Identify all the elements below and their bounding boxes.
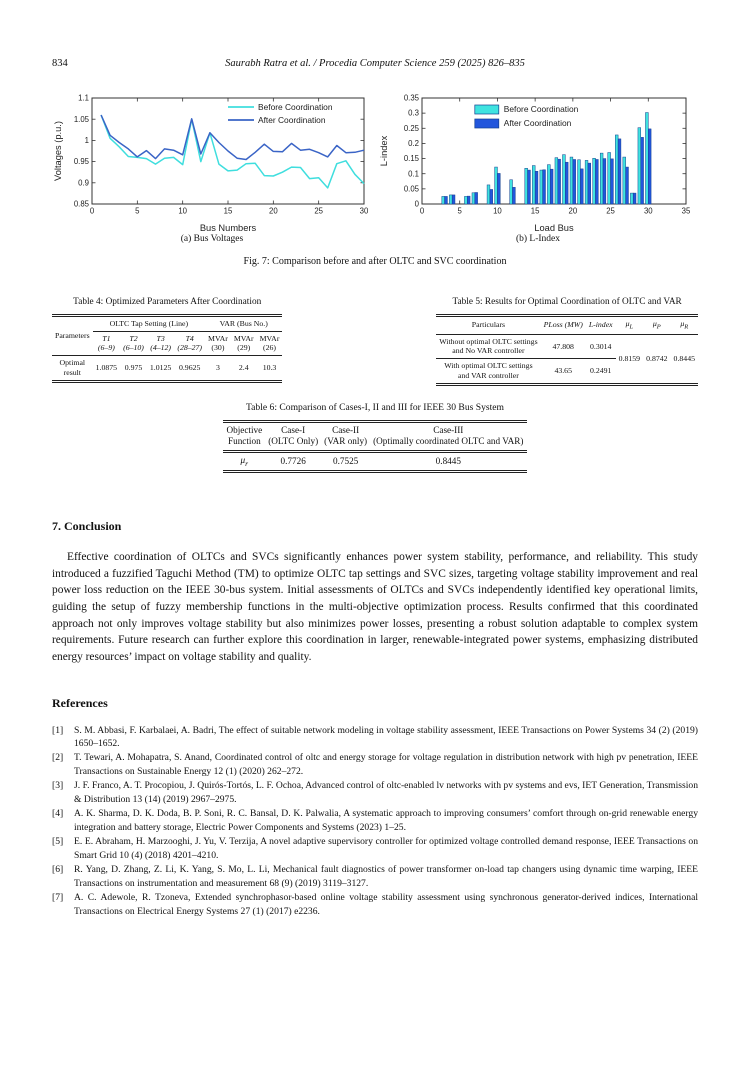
t4-col-t1: T1 (6–9) xyxy=(97,333,115,353)
t5-h-ploss: PLoss (MW) xyxy=(543,320,583,330)
t5-mu-r-value: 0.8445 xyxy=(671,334,698,384)
bus-voltages-chart-wrap xyxy=(52,91,372,244)
bus-voltages-line-chart xyxy=(52,91,372,233)
svg-text:0.3: 0.3 xyxy=(408,108,419,118)
t6-h-case3: Case-III (Optimally coordinated OLTC and VAR) xyxy=(373,424,524,447)
table-6-title: Table 6: Comparison of Cases-I, II and III for IEEE 30 Bus System xyxy=(245,401,505,413)
svg-text:1.05: 1.05 xyxy=(73,114,89,124)
svg-text:After Coordination: After Coordination xyxy=(258,114,326,125)
reference-item xyxy=(52,835,698,861)
t4-value: 1.0875 xyxy=(93,356,120,381)
t6-row-label: $\mu_r$ xyxy=(223,451,265,471)
ref-marker: [2] xyxy=(52,752,64,764)
conclusion-heading: 7. Conclusion xyxy=(52,519,122,534)
t4-col-mvar30: MVAr (30) xyxy=(208,333,228,353)
t6-h-objective: Objective Function xyxy=(226,424,263,447)
conclusion-paragraph: Effective coordination of OLTCs and SVCs significantly enhances power system stability, performance, and reliability. This study introduced a fuzzified Taguchi Method (TM) to optimize OLTC tap settings and SVC sizes, targeting voltage stability improvement and real power loss reduction on the IEEE 30-bus system. Initial assessments of OLTCs and SVCs independently identified key operational limits, guiding the setup of fuzzy membership functions in the multi-objective optimization process. Results confirmed that this coordinated approach not only improves voltage stability but also minimizes power losses, presenting a robust solution adaptable to complex system requirements. Future research can further explore this coordination in larger, renewable-integrated power systems, emphasizing distributed energy resources’ impact on voltage stability and quality. xyxy=(52,551,698,663)
svg-text:0: 0 xyxy=(419,206,425,216)
t4-value: 0.975 xyxy=(120,356,147,381)
ref-marker: [4] xyxy=(52,808,64,820)
svg-text:1.1: 1.1 xyxy=(78,93,89,103)
t4-col-t2: T2 (6–10) xyxy=(123,333,144,353)
page-number: 834 xyxy=(52,58,68,69)
t4-col-mvar26: MVAr (26) xyxy=(259,333,280,353)
svg-text:0.15: 0.15 xyxy=(403,154,419,164)
subcaption-b: (b) L-Index xyxy=(515,234,561,244)
svg-text:25: 25 xyxy=(314,206,324,216)
svg-text:0.9: 0.9 xyxy=(78,178,89,188)
ref-text: S. M. Abbasi, F. Karbalaei, A. Badri, The effect of suitable network modeling in voltage stability assessment, IEEE Transactions on Power Systems 34 (2) (2019) 1650–1652. xyxy=(74,724,698,749)
t4-col-mvar29: MVAr (29) xyxy=(233,333,254,353)
reference-item xyxy=(52,863,698,889)
t5-h-mu-l: $\mu_L$ xyxy=(625,319,634,331)
subcaption-a: (a) Bus Voltages xyxy=(180,234,244,244)
svg-text:Load Bus: Load Bus xyxy=(534,223,574,233)
t6-value-case2: 0.7525 xyxy=(321,451,370,471)
svg-text:0.25: 0.25 xyxy=(403,123,419,133)
svg-text:0: 0 xyxy=(414,199,419,209)
t4-value: 1.0125 xyxy=(147,356,174,381)
ref-text: A. K. Sharma, D. K. Doda, B. P. Soni, R. C. Bansal, D. K. Palwalia, A systematic approach to improving consumers’ comfort through on-grid renewable energy integration and battery storage, Electric Power Components and Systems (2023) 1–25. xyxy=(74,808,698,833)
svg-text:Bus Numbers: Bus Numbers xyxy=(199,223,257,233)
table-5-title: Table 5: Results for Optimal Coordination of OLTC and VAR xyxy=(452,297,682,307)
svg-text:0: 0 xyxy=(89,206,95,216)
t4-value: 0.9625 xyxy=(174,356,205,381)
ref-text: R. Yang, D. Zhang, Z. Li, K. Yang, S. Mo, L. Li, Mechanical fault diagnostics of power transformer on-load tap changers using dynamic time warping, IEEE Transactions on instrumentation and measurement 68 (9) (2019) 3119–3127. xyxy=(74,864,698,889)
reference-item xyxy=(52,807,698,833)
t5-row2-particulars: With optimal OLTC settings and VAR controller xyxy=(444,361,533,380)
ref-marker: [7] xyxy=(52,892,64,904)
t4-param-header: Parameters xyxy=(55,331,90,341)
svg-text:Voltages (p.u.): Voltages (p.u.) xyxy=(53,121,63,181)
t4-group-var: VAR (Bus No.) xyxy=(205,316,282,332)
ref-text: J. F. Franco, A. T. Procopiou, J. Quirós-Tortós, L. F. Ochoa, Advanced control of oltc-enabled lv networks with pv systems and evs, IET Generation, Transmission & Distribution 13 (14) (2019) 2967–2975. xyxy=(74,780,698,805)
svg-text:0.2: 0.2 xyxy=(408,139,419,149)
svg-text:30: 30 xyxy=(643,206,653,216)
t4-value: 3 xyxy=(205,356,231,381)
t5-h-mu-p: $\mu_P$ xyxy=(652,319,661,331)
reference-item xyxy=(52,779,698,805)
svg-text:0.1: 0.1 xyxy=(408,169,419,179)
t5-mu-p-value: 0.8742 xyxy=(643,334,670,384)
t6-h-case1: Case-I (OLTC Only) xyxy=(268,424,319,447)
tables-row xyxy=(52,297,698,386)
ref-text: A. C. Adewole, R. Tzoneva, Extended synchrophasor-based online voltage stability assessment using synchronous generator-derived indices, International Transactions on Electrical Energy Systems 27 (1) (2017) e2236. xyxy=(74,892,698,917)
reference-list xyxy=(52,724,698,918)
t5-h-mu-r: $\mu_R$ xyxy=(680,319,689,331)
ref-text: T. Tewari, A. Mohapatra, S. Anand, Coordinated control of oltc and energy storage for voltage regulation in distribution network with high pv penetration, IEEE Transactions on Sustainable Energy 12 (1) (2020) 262–272. xyxy=(74,752,698,777)
ref-text: E. E. Abraham, H. Marzooghi, J. Yu, V. Terzija, A novel adaptive supervisory controller for optimized voltage controlled demand response, IEEE Transactions on Smart Grid 10 (4) (2018) 4201–4210. xyxy=(74,836,698,861)
table-5 xyxy=(436,314,698,386)
l-index-bar-chart xyxy=(378,91,698,233)
svg-text:Before Coordination: Before Coordination xyxy=(258,101,333,112)
ref-marker: [1] xyxy=(52,724,64,736)
t5-row2-ploss: 43.65 xyxy=(554,366,572,375)
figure-7 xyxy=(52,91,698,244)
table-6-block xyxy=(52,402,698,473)
t4-col-t3: T3 (4–12) xyxy=(150,333,172,353)
ref-marker: [5] xyxy=(52,836,64,848)
t5-row1-ploss: 47.808 xyxy=(541,334,586,358)
figure-caption: Fig. 7: Comparison before and after OLTC and SVC coordination xyxy=(243,256,507,267)
reference-item xyxy=(52,891,698,917)
svg-text:0.35: 0.35 xyxy=(403,93,419,103)
svg-text:0.85: 0.85 xyxy=(73,199,89,209)
svg-text:5: 5 xyxy=(135,206,140,216)
t4-value: 10.3 xyxy=(257,356,283,381)
t5-row1-lindex: 0.3014 xyxy=(586,334,616,358)
t5-mu-l-value: 0.8159 xyxy=(616,334,643,384)
table-4-block xyxy=(52,297,282,383)
running-title: Saurabh Ratra et al. / Procedia Computer Science 259 (2025) 826–835 xyxy=(225,58,525,69)
svg-text:15: 15 xyxy=(223,206,233,216)
t6-value-case3: 0.8445 xyxy=(370,451,526,471)
table-6 xyxy=(223,420,526,473)
t5-h-lindex: L-index xyxy=(588,320,613,330)
paper-page xyxy=(0,58,750,918)
reference-item xyxy=(52,724,698,750)
table-4 xyxy=(52,314,282,383)
svg-text:1: 1 xyxy=(84,136,89,145)
t4-group-oltc: OLTC Tap Setting (Line) xyxy=(93,316,205,332)
t4-row-label: Optimal result xyxy=(52,356,93,381)
svg-text:20: 20 xyxy=(568,206,578,216)
t4-value: 2.4 xyxy=(231,356,257,381)
l-index-chart-wrap xyxy=(378,91,698,244)
svg-text:After Coordination: After Coordination xyxy=(503,118,572,128)
references-heading: References xyxy=(52,695,108,710)
svg-text:35: 35 xyxy=(681,206,691,216)
svg-text:0.05: 0.05 xyxy=(403,184,419,194)
t5-row1-particulars: Without optimal OLTC settings and No VAR controller xyxy=(436,334,540,358)
reference-item xyxy=(52,751,698,777)
svg-text:30: 30 xyxy=(359,206,369,216)
page-header xyxy=(52,58,698,69)
ref-marker: [3] xyxy=(52,780,64,792)
t6-h-case2: Case-II (VAR only) xyxy=(324,424,368,447)
svg-text:0.95: 0.95 xyxy=(73,157,89,167)
t5-h-particulars: Particulars xyxy=(471,320,506,330)
t5-row2-lindex: 0.2491 xyxy=(590,366,612,375)
table-5-block xyxy=(436,297,698,386)
svg-text:Before Coordination: Before Coordination xyxy=(503,104,579,114)
svg-text:L-index: L-index xyxy=(379,135,389,167)
svg-text:15: 15 xyxy=(530,206,540,216)
ref-marker: [6] xyxy=(52,864,64,876)
svg-text:20: 20 xyxy=(268,206,278,216)
svg-text:5: 5 xyxy=(457,206,462,216)
table-4-title: Table 4: Optimized Parameters After Coordination xyxy=(73,297,262,307)
t6-value-case1: 0.7726 xyxy=(265,451,321,471)
svg-text:25: 25 xyxy=(606,206,615,216)
svg-text:10: 10 xyxy=(178,206,188,216)
svg-text:10: 10 xyxy=(493,206,502,216)
t4-col-t4: T4 (28–27) xyxy=(177,333,203,353)
